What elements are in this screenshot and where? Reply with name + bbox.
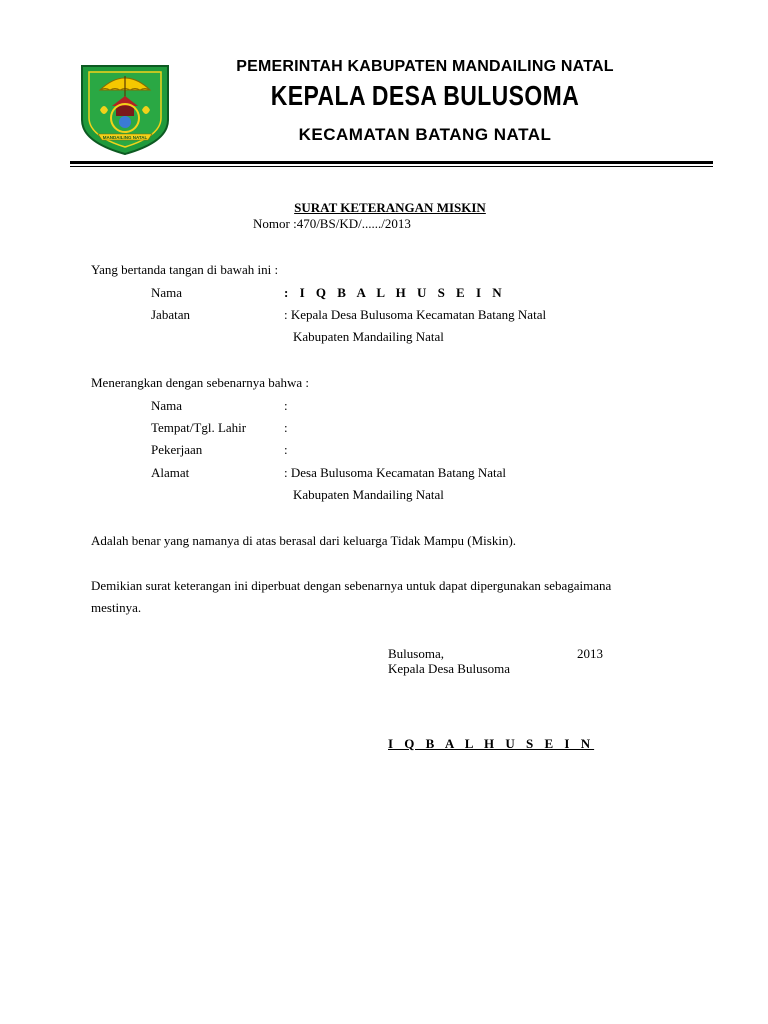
closing-paragraph-line1: Demikian surat keterangan ini diperbuat dengan sebenarnya untuk dapat dipergunakan sebagaimana bbox=[91, 578, 612, 593]
letter-number: Nomor :470/BS/KD/....../2013 bbox=[253, 216, 411, 231]
signer-position-label: Jabatan bbox=[151, 307, 190, 322]
intro-text: Yang bertanda tangan di bawah ini : bbox=[91, 262, 279, 277]
district-heading: KECAMATAN BATANG NATAL bbox=[298, 125, 552, 144]
header-rule-thin bbox=[70, 166, 713, 167]
subject-birth-value: : bbox=[284, 420, 288, 435]
signer-name-label: Nama bbox=[151, 285, 183, 300]
signature-name: I Q B A L H U S E I N bbox=[388, 736, 595, 751]
closing-place: Bulusoma, bbox=[388, 646, 444, 661]
header-rule-thick bbox=[70, 161, 713, 164]
statement-paragraph: Adalah benar yang namanya di atas berasal dari keluarga Tidak Mampu (Miskin). bbox=[91, 533, 517, 548]
logo-text: MANDAILING NATAL bbox=[102, 135, 148, 140]
subject-name-label: Nama bbox=[151, 398, 183, 413]
subject-address-value: : Desa Bulusoma Kecamatan Batang Natal bbox=[284, 465, 507, 480]
signer-position-value: : Kepala Desa Bulusoma Kecamatan Batang Natal bbox=[284, 307, 547, 322]
letter-title: SURAT KETERANGAN MISKIN bbox=[294, 200, 486, 215]
subject-name-value: : bbox=[284, 398, 288, 413]
closing-year: 2013 bbox=[577, 646, 603, 661]
subject-job-label: Pekerjaan bbox=[151, 442, 203, 457]
coat-of-arms-icon bbox=[78, 60, 172, 156]
government-heading: PEMERINTAH KABUPATEN MANDAILING NATAL bbox=[236, 58, 614, 75]
signer-position-value-cont: Kabupaten Mandailing Natal bbox=[293, 329, 444, 344]
signer-name-value: : I Q B A L H U S E I N bbox=[284, 285, 506, 300]
closing-paragraph-line2: mestinya. bbox=[91, 600, 142, 615]
village-head-heading: KEPALA DESA BULUSOMA bbox=[270, 80, 580, 111]
subject-birth-label: Tempat/Tgl. Lahir bbox=[151, 420, 247, 435]
statement-intro: Menerangkan dengan sebenarnya bahwa : bbox=[91, 375, 310, 390]
subject-address-label: Alamat bbox=[151, 465, 190, 480]
subject-job-value: : bbox=[284, 442, 288, 457]
subject-address-value-cont: Kabupaten Mandailing Natal bbox=[293, 487, 444, 502]
closing-position: Kepala Desa Bulusoma bbox=[388, 661, 511, 676]
